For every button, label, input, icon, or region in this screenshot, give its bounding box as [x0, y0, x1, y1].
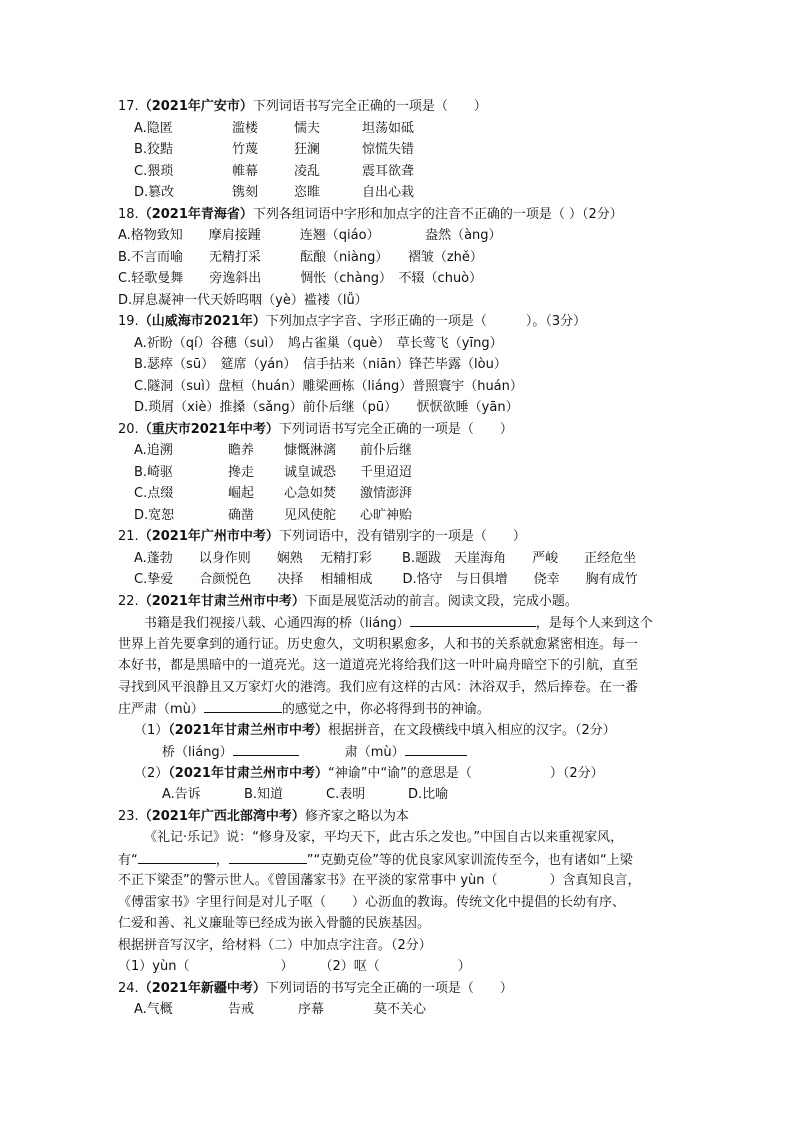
fill-blank[interactable]: [410, 612, 536, 627]
option-line: B.不言而喻 无精打采 酝酿（niàng） 褶皱（zhě）: [118, 249, 483, 265]
passage-line: 《礼记·乐记》说：“修身及家，平均天下，此古乐之发也。”中国自古以来重视家风，: [144, 830, 624, 845]
fill-blank[interactable]: [229, 849, 307, 864]
question-stem: 下列词语书写完全正确的一项是（ ）: [252, 99, 487, 114]
question-source: （2021年新疆中考）: [138, 980, 266, 996]
question-source: （2021年青海省）: [138, 206, 253, 222]
passage-line: 世界上首先要拿到的通行证。历史愈久，文明积累愈多，人和书的关系就愈紧密相连。每一: [118, 636, 639, 652]
option-row: B.狡黠 竹蔑 狂澜 惊慌失错: [134, 142, 415, 157]
option-row: B.崎驱 搀走 诚皇诚恐 千里迢迢: [134, 464, 413, 480]
option-row: C.猥琐 帷幕 凌乱 震耳欲聋: [134, 163, 415, 179]
option-row: A.气概 告戒 序幕 莫不关心: [134, 1002, 427, 1017]
question-stem: 下列词语的书写完全正确的一项是（ ）: [265, 980, 513, 996]
question-21: [118, 526, 678, 548]
passage-line: 有“ ， ”“克勤克俭”等的优良家风家训流传至今，也有诸如“上梁: [118, 849, 678, 871]
option-line: B.瑟瘁（sū） 筵席（yán） 信手拈来（niān）锋芒毕露（lòu）: [134, 357, 507, 372]
sub-question-2: （2）（2021年甘肃兰州市中考）“神谕”中“谕”的意思是（ ）（2分）: [134, 765, 604, 781]
question-source: （2021年广州市中考）: [138, 529, 279, 544]
option-row: D.宽恕 确凿 见风使舵 心旷神贻: [134, 507, 413, 523]
option-line: D.屏息凝神一代天娇呜咽（yè）褴褛（lǚ）: [118, 292, 368, 308]
question-stem: 下面是展览活动的前言。阅读文段，完成小题。: [304, 593, 578, 609]
question-source: （重庆市2021年中考）: [138, 421, 279, 437]
option-line: C.轻歌曼舞 旁逸斜出 惆怅（chàng） 不辍（chuò）: [118, 271, 483, 286]
fill-blank[interactable]: [138, 849, 216, 864]
question-23-answers: （1）yùn（ ） （2）呕（ ）: [118, 959, 471, 974]
option-row: A.追溯 瞻养 慷慨淋漓 前仆后继: [134, 443, 413, 458]
question-stem: 下列词语书写完全正确的一项是（ ）: [278, 421, 513, 437]
question-stem: 下列各组词语中字形和加点字的注音不正确的一项是（ ）（2分）: [252, 206, 623, 222]
option-row: A.隐匿 滥楼 懦夫 坦荡如砥: [134, 120, 415, 136]
option-line: A.格物致知 摩肩接踵 连翘（qiáo） 盎然（àng）: [118, 228, 502, 243]
passage-line: 《傅雷家书》字里行间是对儿子呕（ ）心沥血的教诲。传统文化中提倡的长幼有序、: [118, 894, 626, 910]
question-stem: 下列词语中，没有错别字的一项是（ ）: [278, 529, 526, 544]
passage-line: 本好书，都是黑暗中的一道亮光。这一道道亮光将给我们这一叶叶扁舟暗空下的引航，直至: [118, 658, 639, 673]
option-row: D.篡改 镌刻 恣睢 自出心栽: [134, 185, 415, 200]
question-source: （2021年甘肃兰州市中考）: [138, 593, 305, 609]
option-row: C.点缀 崛起 心急如焚 激情澎湃: [134, 486, 413, 501]
option-line: A.祈盼（qí）谷穗（suì） 鸠占雀巢（què） 草长莺飞（yīng）: [134, 335, 503, 351]
question-20: [118, 419, 678, 441]
question-source: （2021年广安市）: [138, 99, 253, 114]
question-number: 19.: [118, 314, 139, 329]
question-number: 23.: [118, 808, 139, 824]
passage-line: 寻找到风平浪静且又万家灯火的港湾。我们应有这样的古风：沐浴双手，然后捧卷。在一番: [118, 679, 639, 695]
question-source: （2021年广西北部湾中考）: [138, 808, 305, 824]
question-19: [118, 311, 678, 333]
sub-question-2-options: A.告诉 B.知道 C.表明 D.比喻: [162, 787, 449, 802]
question-number: 24.: [118, 980, 139, 996]
passage-line: 仁爱和善、礼义廉耻等已经成为嵌入骨髓的民族基因。: [118, 916, 431, 931]
question-23: [118, 806, 678, 828]
question-stem: 下列加点字字音、字形正确的一项是（ ）。（3分）: [265, 314, 587, 329]
option-line: A.蓬勃 以身作则 娴熟 无精打彩 B.题跋 天崖海角 严峻 正经危坐: [134, 550, 637, 566]
sub-question-1: （1）（2021年甘肃兰州市中考）根据拼音，在文段横线中填入相应的汉字。（2分）: [134, 722, 616, 738]
option-line: C.挚爱 合颜悦色 决择 相辅相成 D.恪守 与日俱增 侥幸 胸有成竹: [134, 572, 638, 587]
question-number: 17.: [118, 99, 139, 114]
passage-line: 书籍是我们视接八载、心通四海的桥（liáng） ，是每个人来到这个: [118, 612, 678, 634]
answer-blank[interactable]: [405, 741, 467, 756]
question-number: 21.: [118, 529, 139, 544]
question-number: 20.: [118, 421, 139, 437]
question-18: [118, 204, 678, 226]
option-line: C.隧洞（suì）盘桓（huán）雕梁画栋（liáng）普照寰宇（huán）: [134, 378, 523, 394]
question-list: [118, 96, 678, 1021]
question-number: 22.: [118, 593, 139, 609]
question-source: （山威海市2021年）: [138, 314, 266, 329]
question-22: [118, 591, 678, 613]
question-stem: 修齐家之略以为本: [304, 808, 409, 824]
fill-blank[interactable]: [204, 698, 282, 713]
passage-line: 庄严肃（mù） 的感觉之中，你必将得到书的神谕。: [118, 698, 678, 720]
sub-question-1-answers: 桥（liáng） 肃（mù）: [118, 741, 678, 763]
option-line: D.琐屑（xiè）推搡（sǎng）前仆后继（pū） 恹恹欲睡（yān）: [134, 400, 519, 415]
passage-line: 不正下梁歪”的警示世人。《曾国藩家书》在平淡的家常事中 yùn（ ）含真知良言，: [118, 873, 641, 888]
question-24: [118, 978, 678, 1000]
answer-blank[interactable]: [233, 741, 299, 756]
question-23-task: 根据拼音写汉字，给材料（二）中加点字注音。（2分）: [118, 937, 432, 953]
question-number: 18.: [118, 206, 139, 222]
question-17: [118, 96, 678, 118]
